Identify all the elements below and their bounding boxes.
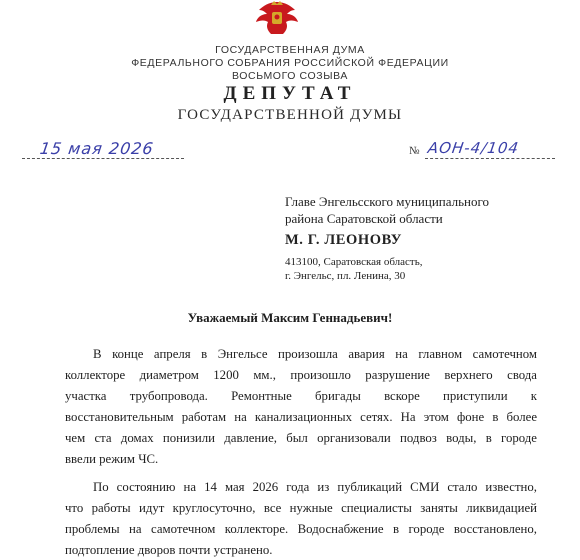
addressee-position-line1: Главе Энгельсского муниципального (285, 194, 489, 209)
header-line-convocation: ВОСЬМОГО СОЗЫВА (232, 70, 348, 82)
number-underline (425, 158, 555, 160)
paragraph-line: коллекторе диаметром 1200 мм., произошло разрушение верхнего свода (65, 368, 537, 382)
paragraph-line: подтопление дворов почти устранено. (65, 543, 273, 557)
handwritten-number: АОН-4/104 (426, 139, 521, 157)
paragraph-line: проблемы на самотечном коллекторе. Водоснабжение в городе восстановлено, (65, 522, 537, 536)
letterhead-subtitle: ГОСУДАРСТВЕННОЙ ДУМЫ (177, 107, 403, 123)
paragraph-line: восстановительным работам на канализационных сетях. На этом фоне в более (65, 410, 537, 424)
salutation: Уважаемый Максим Геннадьевич! (187, 310, 393, 325)
paragraph-line: По состоянию на 14 мая 2026 года из публикаций СМИ стало известно, (93, 480, 537, 494)
paragraph-line: участка трубопровода. Ремонтные бригады вскоре приступили к (65, 389, 537, 403)
addressee-address-line1: 413100, Саратовская область, (285, 256, 423, 268)
number-prefix: № (409, 145, 420, 157)
paragraph-line: ввели режим ЧС. (65, 452, 159, 466)
addressee-name: М. Г. ЛЕОНОВУ (285, 232, 403, 248)
handwritten-date: 15 мая 2026 (38, 139, 156, 158)
addressee-address-line2: г. Энгельс, пл. Ленина, 30 (285, 270, 406, 282)
paragraph-line: чем ста домах понизили давление, был организовали подвоз воды, в городе (65, 431, 537, 445)
header-line-duma: ГОСУДАРСТВЕННАЯ ДУМА (215, 44, 365, 56)
letterhead-title: ДЕПУТАТ (223, 83, 357, 104)
header-line-federal-assembly: ФЕДЕРАЛЬНОГО СОБРАНИЯ РОССИЙСКОЙ ФЕДЕРАЦИИ (131, 57, 449, 69)
date-underline (22, 158, 184, 160)
addressee-position-line2: района Саратовской области (285, 211, 443, 226)
paragraph-line: В конце апреля в Энгельсе произошла авария на главном самотечном (93, 347, 537, 361)
paragraph-line: что работы идут круглосуточно, все нужные специалисты заняты ликвидацией (65, 501, 537, 515)
russian-emblem-icon (247, 0, 307, 36)
